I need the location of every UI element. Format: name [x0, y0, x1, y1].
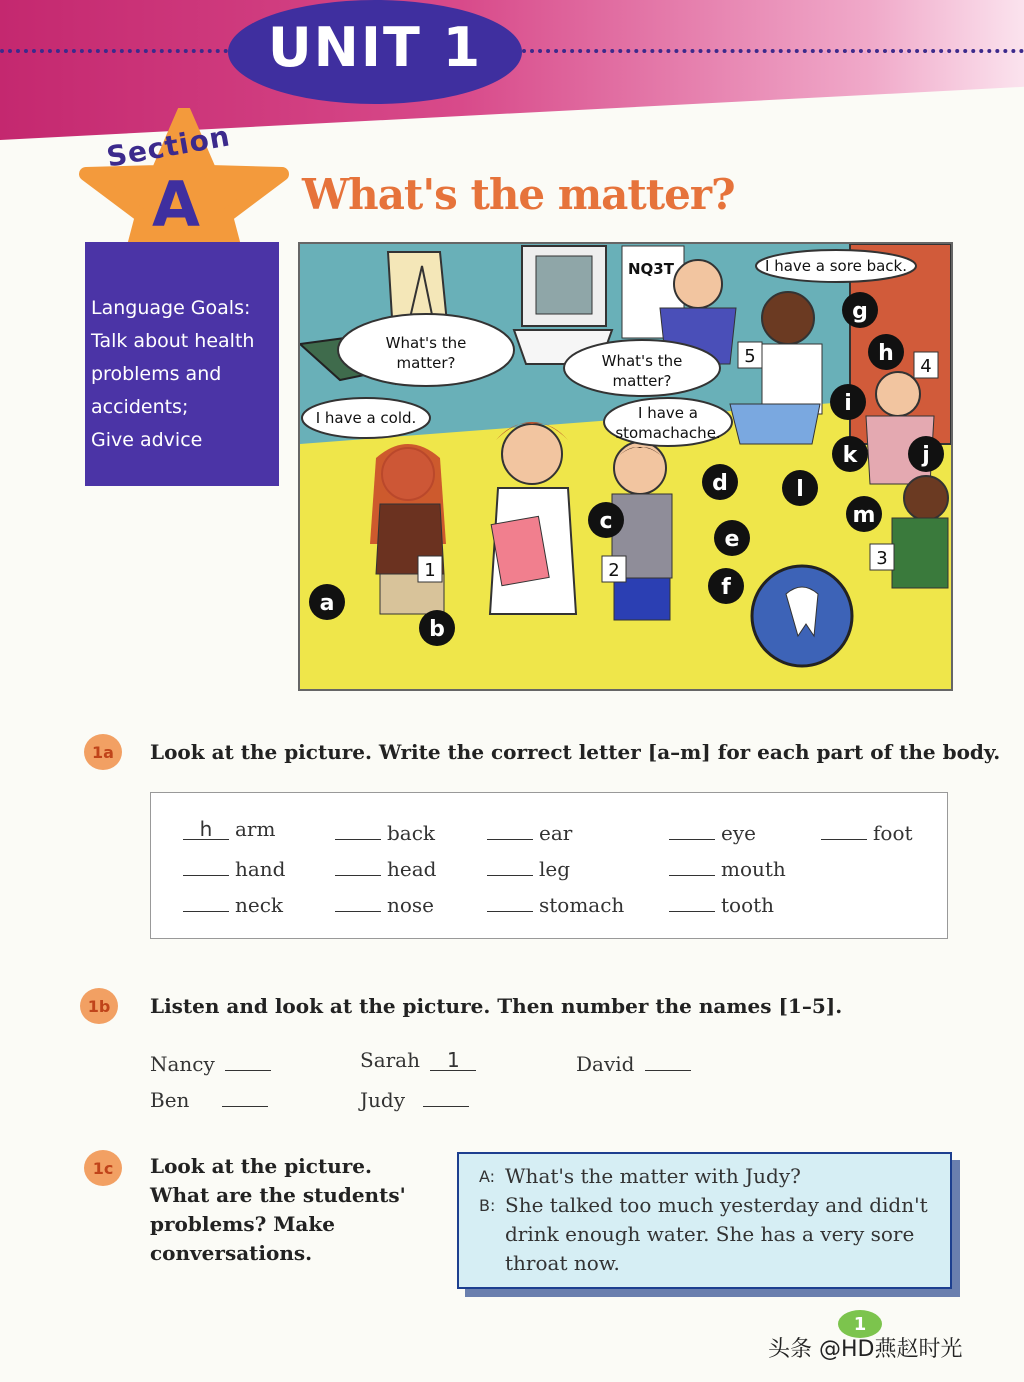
- activity-1c-instruction: [150, 1152, 406, 1268]
- name-label: Nancy: [150, 1052, 215, 1076]
- word-item[interactable]: [183, 817, 275, 841]
- svg-text:1: 1: [424, 560, 436, 581]
- page-number: 1: [838, 1310, 882, 1338]
- dialog-text: What's the matter with Judy?: [505, 1164, 801, 1188]
- bubble-sore-back: I have a sore back.: [765, 257, 907, 275]
- goals-line: Language Goals:: [91, 297, 251, 319]
- word-label: arm: [235, 817, 276, 841]
- instruction-line: What are the students': [150, 1183, 406, 1207]
- sample-dialog-box: [457, 1152, 952, 1289]
- answer-blank[interactable]: [487, 817, 533, 840]
- speaker-a: A:: [479, 1167, 496, 1186]
- word-label: hand: [235, 857, 286, 881]
- goals-line: Give advice: [91, 429, 203, 451]
- body-label-j: [908, 436, 944, 472]
- answer-blank[interactable]: [669, 853, 715, 876]
- person-number-2: [602, 556, 626, 582]
- svg-text:4: 4: [920, 356, 932, 377]
- section-letter: A: [152, 168, 200, 241]
- goals-line: accidents;: [91, 396, 189, 418]
- svg-text:5: 5: [744, 346, 756, 367]
- bubble-matter-2-line2: matter?: [612, 372, 672, 390]
- svg-text:b: b: [429, 617, 445, 642]
- name-item-sarah[interactable]: [360, 1048, 482, 1072]
- bubble-stomach-line1: I have a: [638, 404, 698, 422]
- answer-blank[interactable]: [335, 817, 381, 840]
- word-item[interactable]: [335, 853, 436, 881]
- svg-text:m: m: [852, 503, 876, 528]
- word-item[interactable]: [487, 817, 572, 845]
- dialog-line-b: [479, 1191, 940, 1278]
- answer-blank[interactable]: [335, 853, 381, 876]
- word-item[interactable]: [821, 817, 913, 845]
- body-label-c: [588, 502, 624, 538]
- name-item-ben[interactable]: [150, 1084, 274, 1112]
- instruction-line: Look at the picture.: [150, 1154, 372, 1178]
- goals-line: problems and: [91, 363, 222, 385]
- word-item[interactable]: [183, 889, 283, 917]
- bubble-cold: I have a cold.: [315, 409, 417, 427]
- svg-text:j: j: [922, 443, 930, 468]
- svg-text:d: d: [712, 471, 728, 496]
- word-label: tooth: [721, 893, 775, 917]
- answer-blank[interactable]: [487, 853, 533, 876]
- svg-text:g: g: [852, 299, 868, 324]
- answer-blank[interactable]: [222, 1084, 268, 1107]
- name-label: Sarah: [360, 1048, 420, 1072]
- answer-blank[interactable]: [487, 889, 533, 912]
- word-label: leg: [539, 857, 571, 881]
- unit-label: UNIT 1: [267, 15, 483, 79]
- svg-text:e: e: [724, 527, 740, 552]
- dialog-text: She talked too much yesterday and didn't: [505, 1193, 928, 1217]
- body-label-h: [868, 334, 904, 370]
- answer-blank[interactable]: h: [183, 817, 229, 840]
- answer-blank[interactable]: [183, 889, 229, 912]
- body-label-e: [714, 520, 750, 556]
- body-label-k: [832, 436, 868, 472]
- word-label: back: [387, 821, 436, 845]
- svg-text:l: l: [796, 477, 804, 502]
- section-word: Section: [104, 119, 233, 174]
- dialog-text: drink enough water. She has a very sore: [505, 1222, 915, 1246]
- word-item[interactable]: [669, 889, 774, 917]
- answer-blank[interactable]: [669, 889, 715, 912]
- header-dotted-line-left: [0, 49, 228, 53]
- svg-text:2: 2: [608, 560, 620, 581]
- word-label: eye: [721, 821, 756, 845]
- answer-blank[interactable]: [335, 889, 381, 912]
- person-number-5: [738, 342, 762, 368]
- body-label-i: [830, 384, 866, 420]
- word-item[interactable]: [487, 853, 570, 881]
- svg-text:3: 3: [876, 548, 888, 569]
- dialog-line-a: [479, 1162, 940, 1191]
- activity-1b-badge: 1b: [80, 988, 118, 1024]
- word-label: neck: [235, 893, 284, 917]
- body-label-f: [708, 568, 744, 604]
- name-label: David: [576, 1052, 635, 1076]
- bubble-matter-1-line2: matter?: [396, 354, 456, 372]
- svg-text:f: f: [721, 575, 731, 600]
- word-label: nose: [387, 893, 435, 917]
- word-item[interactable]: [335, 817, 435, 845]
- word-item[interactable]: [487, 889, 624, 917]
- answer-blank[interactable]: 1: [430, 1048, 476, 1071]
- word-item[interactable]: [335, 889, 434, 917]
- bubble-stomach-line2: stomachache.: [615, 424, 721, 442]
- word-label: ear: [539, 821, 573, 845]
- word-label: mouth: [721, 857, 786, 881]
- body-label-m: [846, 496, 882, 532]
- answer-blank[interactable]: [821, 817, 867, 840]
- watermark-text: 头条 @HD燕赵时光: [768, 1337, 963, 1362]
- answer-blank[interactable]: [183, 853, 229, 876]
- word-item[interactable]: [669, 817, 756, 845]
- name-label: Ben: [150, 1088, 190, 1112]
- word-item[interactable]: [669, 853, 786, 881]
- svg-text:i: i: [844, 391, 852, 416]
- dialog-text: throat now.: [505, 1251, 620, 1275]
- answer-blank[interactable]: [225, 1048, 271, 1071]
- word-label: foot: [873, 821, 913, 845]
- bubble-matter-2-line1: What's the: [601, 352, 683, 370]
- name-label: Judy: [360, 1088, 405, 1112]
- word-matching-box: [150, 792, 948, 939]
- language-goals-box: [85, 242, 279, 486]
- instruction-line: conversations.: [150, 1241, 313, 1265]
- activity-1a-instruction: Look at the picture. Write the correct letter [a–m] for each part of the body.: [150, 740, 1001, 764]
- unit-badge: [228, 0, 522, 104]
- speaker-b: B:: [479, 1196, 496, 1215]
- svg-text:h: h: [878, 341, 894, 366]
- name-item-nancy[interactable]: [150, 1048, 277, 1076]
- clinic-scene: [300, 244, 951, 689]
- answer-blank[interactable]: [669, 817, 715, 840]
- person-number-4: [914, 352, 938, 378]
- name-item-judy[interactable]: [360, 1084, 475, 1112]
- svg-text:c: c: [599, 509, 613, 534]
- name-item-david[interactable]: [576, 1048, 697, 1076]
- body-label-d: [702, 464, 738, 500]
- svg-text:a: a: [319, 591, 335, 616]
- body-label-l: [782, 470, 818, 506]
- word-label: head: [387, 857, 437, 881]
- body-label-b: [419, 610, 455, 646]
- clinic-illustration: [298, 242, 953, 691]
- goals-line: Talk about health: [91, 330, 255, 352]
- answer-blank[interactable]: [423, 1084, 469, 1107]
- eye-chart-text: NQ3T: [628, 260, 674, 278]
- person-number-1: [418, 556, 442, 582]
- word-label: stomach: [539, 893, 625, 917]
- bubble-matter-1-line1: What's the: [385, 334, 467, 352]
- body-label-g: [842, 292, 878, 328]
- person-number-3: [870, 544, 894, 570]
- activity-1c-badge: 1c: [84, 1150, 122, 1186]
- header-dotted-line-right: [522, 49, 1024, 53]
- answer-blank[interactable]: [645, 1048, 691, 1071]
- body-label-a: [309, 584, 345, 620]
- activity-1b-instruction: Listen and look at the picture. Then number the names [1–5].: [150, 994, 843, 1018]
- word-item[interactable]: [183, 853, 286, 881]
- page-title: What's the matter?: [302, 170, 735, 219]
- svg-text:k: k: [842, 443, 858, 468]
- instruction-line: problems? Make: [150, 1212, 335, 1236]
- activity-1a-badge: 1a: [84, 734, 122, 770]
